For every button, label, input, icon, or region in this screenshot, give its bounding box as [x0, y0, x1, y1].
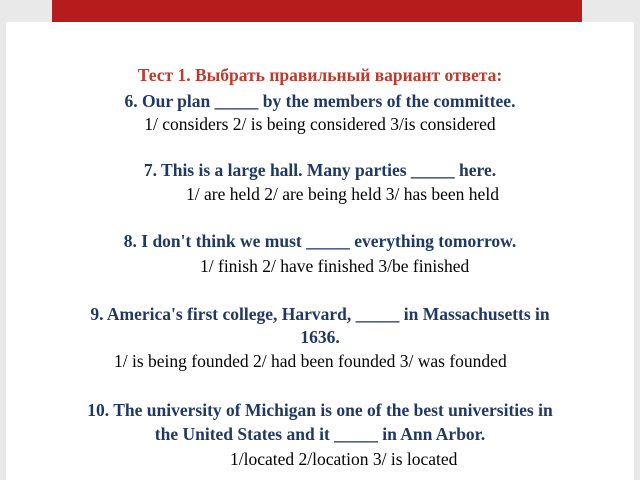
question-9-line-1: 9. America's first college, Harvard, _____ in Massachusetts in — [90, 304, 550, 324]
test-title: Тест 1. Выбрать правильный вариант ответа: — [137, 65, 503, 85]
answers-9: 1/ is being founded 2/ had been founded 3/ was founded — [114, 351, 507, 371]
question-6: 6. Our plan _____ by the members of the committee. — [124, 91, 516, 111]
question-7: 7. This is a large hall. Many parties _____ here. — [143, 160, 497, 180]
question-8: 8. I don't think we must _____ everything tomorrow. — [123, 231, 517, 251]
answers-8: 1/ finish 2/ have finished 3/be finished — [200, 256, 470, 276]
top-accent-bar — [52, 0, 582, 22]
question-10-line-1: 10. The university of Michigan is one of the best universities in — [87, 400, 553, 420]
question-9-line-2: 1636. — [300, 327, 340, 347]
answers-10: 1/located 2/location 3/ is located — [230, 449, 458, 469]
question-10-line-2: the United States and it _____ in Ann Arbor. — [154, 424, 486, 444]
answers-7: 1/ are held 2/ are being held 3/ has been held — [186, 184, 499, 204]
answers-6: 1/ considers 2/ is being considered 3/is considered — [144, 114, 496, 134]
